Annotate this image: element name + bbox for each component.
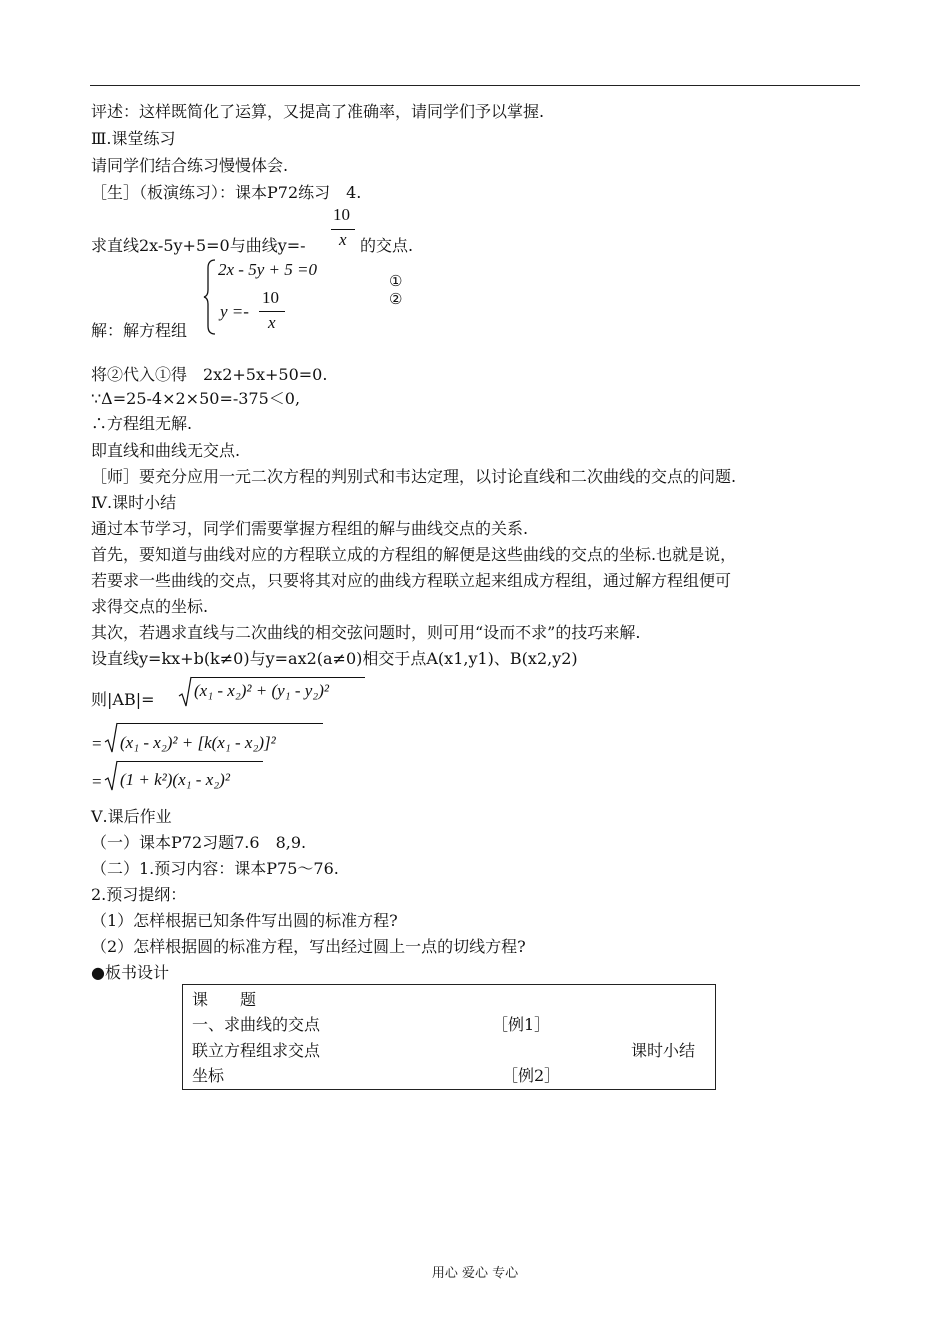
board-item: 坐标 (192, 1066, 225, 1085)
sqrt-symbol (178, 676, 192, 710)
board-item: ［例2］ (502, 1066, 561, 1085)
equation-marker: ① (389, 272, 403, 290)
text-line: （二）1.预习内容：课本P75～76. (91, 859, 339, 878)
text-line: （2）怎样根据圆的标准方程，写出经过圆上一点的切线方程? (91, 937, 526, 956)
text-line: 评述：这样既简化了运算，又提高了准确率，请同学们予以掌握. (91, 102, 545, 121)
sqrt-bar (117, 761, 263, 762)
section-heading: Ⅳ.课时小结 (91, 493, 177, 512)
text-line: 首先，要知道与曲线对应的方程联立成的方程组的解便是这些曲线的交点的坐标.也就是说， (91, 545, 737, 564)
text-line: 将②代入①得 2x2+5x+50=0. (91, 365, 328, 384)
equation-1: 2x - 5y + 5 =0 (218, 260, 317, 279)
equation-2: y =- (220, 302, 249, 321)
sqrt-symbol (104, 722, 118, 756)
page-footer: 用心 爱心 专心 (431, 1266, 519, 1281)
text-line: 2.预习提纲： (91, 885, 187, 904)
fraction-bar (259, 311, 285, 312)
text-line: 其次，若遇求直线与二次曲线的相交弦问题时，则可用“设而不求”的技巧来解. (91, 623, 641, 642)
text-line: 解：解方程组 (91, 321, 188, 340)
text-line: 的交点. (360, 236, 414, 255)
text-line: ∵Δ=25-4×2×50=-375＜0, (91, 389, 301, 408)
text-line: 求直线2x-5y+5=0与曲线y=- (91, 236, 306, 255)
system-brace (203, 258, 217, 336)
equals-sign: = (92, 772, 102, 791)
fraction-denominator: x (268, 313, 276, 332)
equation-marker: ② (389, 290, 403, 308)
fraction-numerator: 10 (333, 205, 350, 224)
board-item: 联立方程组求交点 (192, 1041, 321, 1060)
text-line: ∴方程组无解. (91, 414, 193, 433)
equals-sign: = (92, 734, 102, 753)
text-line: 设直线y=kx+b(k≠0)与y=ax2(a≠0)相交于点A(x1,y1)、B(x2,y2) (91, 649, 578, 668)
text-line: 即直线和曲线无交点. (91, 441, 241, 460)
text-line: 求得交点的坐标. (91, 597, 209, 616)
section-heading: Ⅲ.课堂练习 (91, 129, 176, 148)
text-line: 若要求一些曲线的交点，只要将其对应的曲线方程联立起来组成方程组，通过解方程组便可 (91, 571, 732, 590)
section-heading: ●板书设计 (91, 963, 169, 982)
board-item: 一、求曲线的交点 (192, 1015, 321, 1034)
section-heading: Ⅴ.课后作业 (91, 807, 172, 826)
text-line: （一）课本P72习题7.6 8,9. (91, 833, 307, 852)
board-title: 课 题 (192, 990, 257, 1009)
sqrt-bar (117, 723, 323, 724)
fraction-numerator: 10 (262, 288, 279, 307)
sqrt-bar (191, 677, 365, 678)
formula-distance: (x₁ - x₂)² + [k(x₁ - x₂)]² (120, 733, 276, 752)
fraction-denominator: x (339, 230, 347, 249)
text-line: ［生］（板演练习）：课本P72练习 4. (91, 183, 362, 202)
text-line: ［师］要充分应用一元二次方程的判别式和韦达定理，以讨论直线和二次曲线的交点的问题. (91, 467, 737, 486)
text-line: （1）怎样根据已知条件写出圆的标准方程? (91, 911, 398, 930)
board-item: ［例1］ (492, 1015, 551, 1034)
formula-label: 则|AB|= (91, 690, 155, 709)
formula-distance: (1 + k²)(x₁ - x₂)² (120, 770, 230, 789)
board-design-box (182, 984, 716, 1090)
formula-distance: (x₁ - x₂)² + (y₁ - y₂)² (194, 681, 329, 700)
header-rule (90, 85, 860, 86)
text-line: 请同学们结合练习慢慢体会. (91, 156, 289, 175)
text-line: 通过本节学习，同学们需要掌握方程组的解与曲线交点的关系. (91, 519, 529, 538)
sqrt-symbol (104, 760, 118, 794)
board-item: 课时小结 (631, 1041, 696, 1060)
